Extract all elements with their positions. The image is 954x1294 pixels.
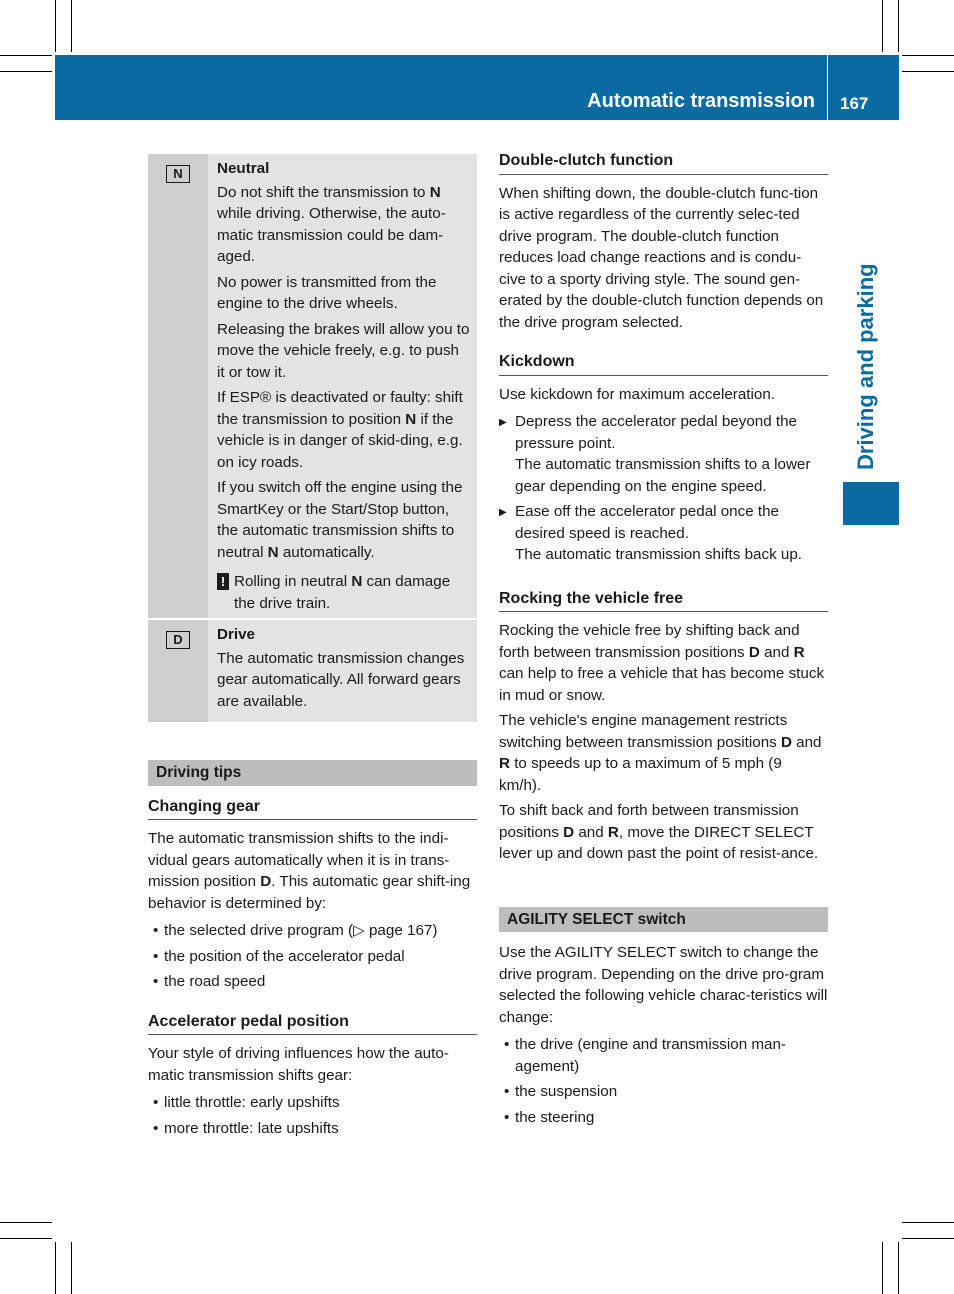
crop-mark: [71, 0, 72, 52]
list-item: • the road speed: [148, 971, 477, 993]
key-cell: [148, 154, 208, 619]
warning-note: [217, 571, 470, 614]
table-row: [148, 619, 477, 722]
paragraph: Use kickdown for maximum acceleration.: [499, 385, 776, 403]
crop-mark: [902, 71, 954, 72]
crop-mark: [902, 55, 954, 56]
bullet-list: [499, 1034, 828, 1128]
subsection-heading: Kickdown: [499, 351, 828, 376]
chapter-label: Driving and parking: [853, 263, 878, 470]
crop-mark: [55, 1242, 56, 1294]
crop-mark: [902, 1222, 954, 1223]
crop-mark: [882, 0, 883, 52]
paragraph: Releasing the brakes will allow you to move the vehicle freely, e.g. to push it or tow it.: [217, 320, 470, 381]
description-cell: [208, 619, 477, 722]
paragraph: Rocking the vehicle free by shifting back and forth between transmission positions D and R can help to free a vehicle that has become stuck in mud or snow.: [499, 622, 825, 704]
bullet-list: [148, 920, 477, 993]
paragraph: Do not shift the transmission to N while driving. Otherwise, the auto-matic transmission could be dam-aged.: [217, 183, 446, 265]
position-key-d: D: [166, 631, 190, 649]
position-name: Drive: [217, 626, 255, 643]
paragraph: Your style of driving influences how the auto-matic transmission shifts gear:: [148, 1045, 449, 1084]
list-item: • the steering: [499, 1107, 828, 1129]
paragraph: The automatic transmission shifts to the indi-vidual gears automatically when it is in trans-mission position D. This automatic gear shift-ing behavior is determined by:: [148, 830, 471, 912]
list-item: [499, 501, 828, 566]
crop-mark: [902, 1238, 954, 1239]
right-column: [499, 150, 828, 1132]
paragraph: If ESP® is deactivated or faulty: shift the transmission to position N if the vehicle is in danger of skid-ding, e.g. on icy roads.: [217, 389, 463, 471]
description-cell: [208, 154, 477, 619]
crop-mark: [882, 1242, 883, 1294]
key-cell: [148, 619, 208, 722]
header-divider: [827, 55, 828, 120]
paragraph: To shift back and forth between transmission positions D and R, move the DIRECT SELECT lever up and down past the point of resist-ance.: [499, 802, 819, 862]
crop-mark: [0, 55, 52, 56]
crop-mark: [0, 1238, 52, 1239]
left-column: [148, 154, 477, 1143]
subsection-heading: Accelerator pedal position: [148, 1011, 477, 1036]
paragraph: Use the AGILITY SELECT switch to change the drive program. Depending on the drive pro-gram selected the following vehicle charac-teristics will change:: [499, 944, 828, 1026]
page-number: 167: [840, 94, 869, 113]
subsection-heading: Double-clutch function: [499, 150, 828, 175]
crop-mark: [71, 1242, 72, 1294]
list-item: • the selected drive program (▷ page 167): [148, 920, 477, 942]
list-item: [499, 411, 828, 497]
crop-mark: [898, 0, 899, 52]
subsection-heading: Rocking the vehicle free: [499, 588, 828, 613]
step-action: Ease off the accelerator pedal once the desired speed is reached.: [515, 503, 779, 542]
paragraph: If you switch off the engine using the SmartKey or the Start/Stop button, the automatic transmission shifts to neutral N automatically.: [217, 479, 463, 561]
step-action: Depress the accelerator pedal beyond the pressure point.: [515, 413, 797, 452]
warning-text: Rolling in neutral N can damage the drive train.: [234, 573, 451, 612]
step-result: The automatic transmission shifts to a lower gear depending on the engine speed.: [515, 456, 811, 495]
section-heading: Driving tips: [148, 760, 477, 786]
list-item: • more throttle: late upshifts: [148, 1118, 477, 1140]
list-item: • the suspension: [499, 1081, 828, 1103]
step-list: [499, 411, 828, 566]
position-key-n: N: [166, 165, 190, 183]
step-result: The automatic transmission shifts back up.: [515, 546, 802, 563]
list-item: • little throttle: early upshifts: [148, 1092, 477, 1114]
table-row: [148, 154, 477, 619]
paragraph: The vehicle's engine management restricts switching between transmission positions D and R to speeds up to a maximum of 5 mph (9 km/h).: [499, 712, 822, 794]
chapter-tab: [843, 482, 899, 525]
paragraph: When shifting down, the double-clutch func-tion is active regardless of the currently selec-ted drive program. The double-clutch function reduces load change reactions and is condu-cive to a sporty driving style. The sound gen-erated by the double-clutch function depends on the drive program selected.: [499, 184, 824, 331]
page-header: [55, 55, 899, 120]
list-item: • the position of the accelerator pedal: [148, 946, 477, 968]
paragraph: The automatic transmission changes gear automatically. All forward gears are available.: [217, 649, 465, 710]
crop-mark: [0, 71, 52, 72]
subsection-heading: Changing gear: [148, 796, 477, 821]
paragraph: No power is transmitted from the engine to the drive wheels.: [217, 273, 437, 312]
list-item: • the drive (engine and transmission man-agement): [499, 1034, 828, 1077]
crop-mark: [55, 0, 56, 52]
section-title: Automatic transmission: [587, 90, 815, 112]
position-name: Neutral: [217, 160, 270, 177]
crop-mark: [0, 1222, 52, 1223]
transmission-position-table: [148, 154, 477, 722]
bullet-list: [148, 1092, 477, 1139]
section-heading: AGILITY SELECT switch: [499, 907, 828, 933]
crop-mark: [898, 1242, 899, 1294]
exclamation-icon: !: [217, 573, 229, 590]
